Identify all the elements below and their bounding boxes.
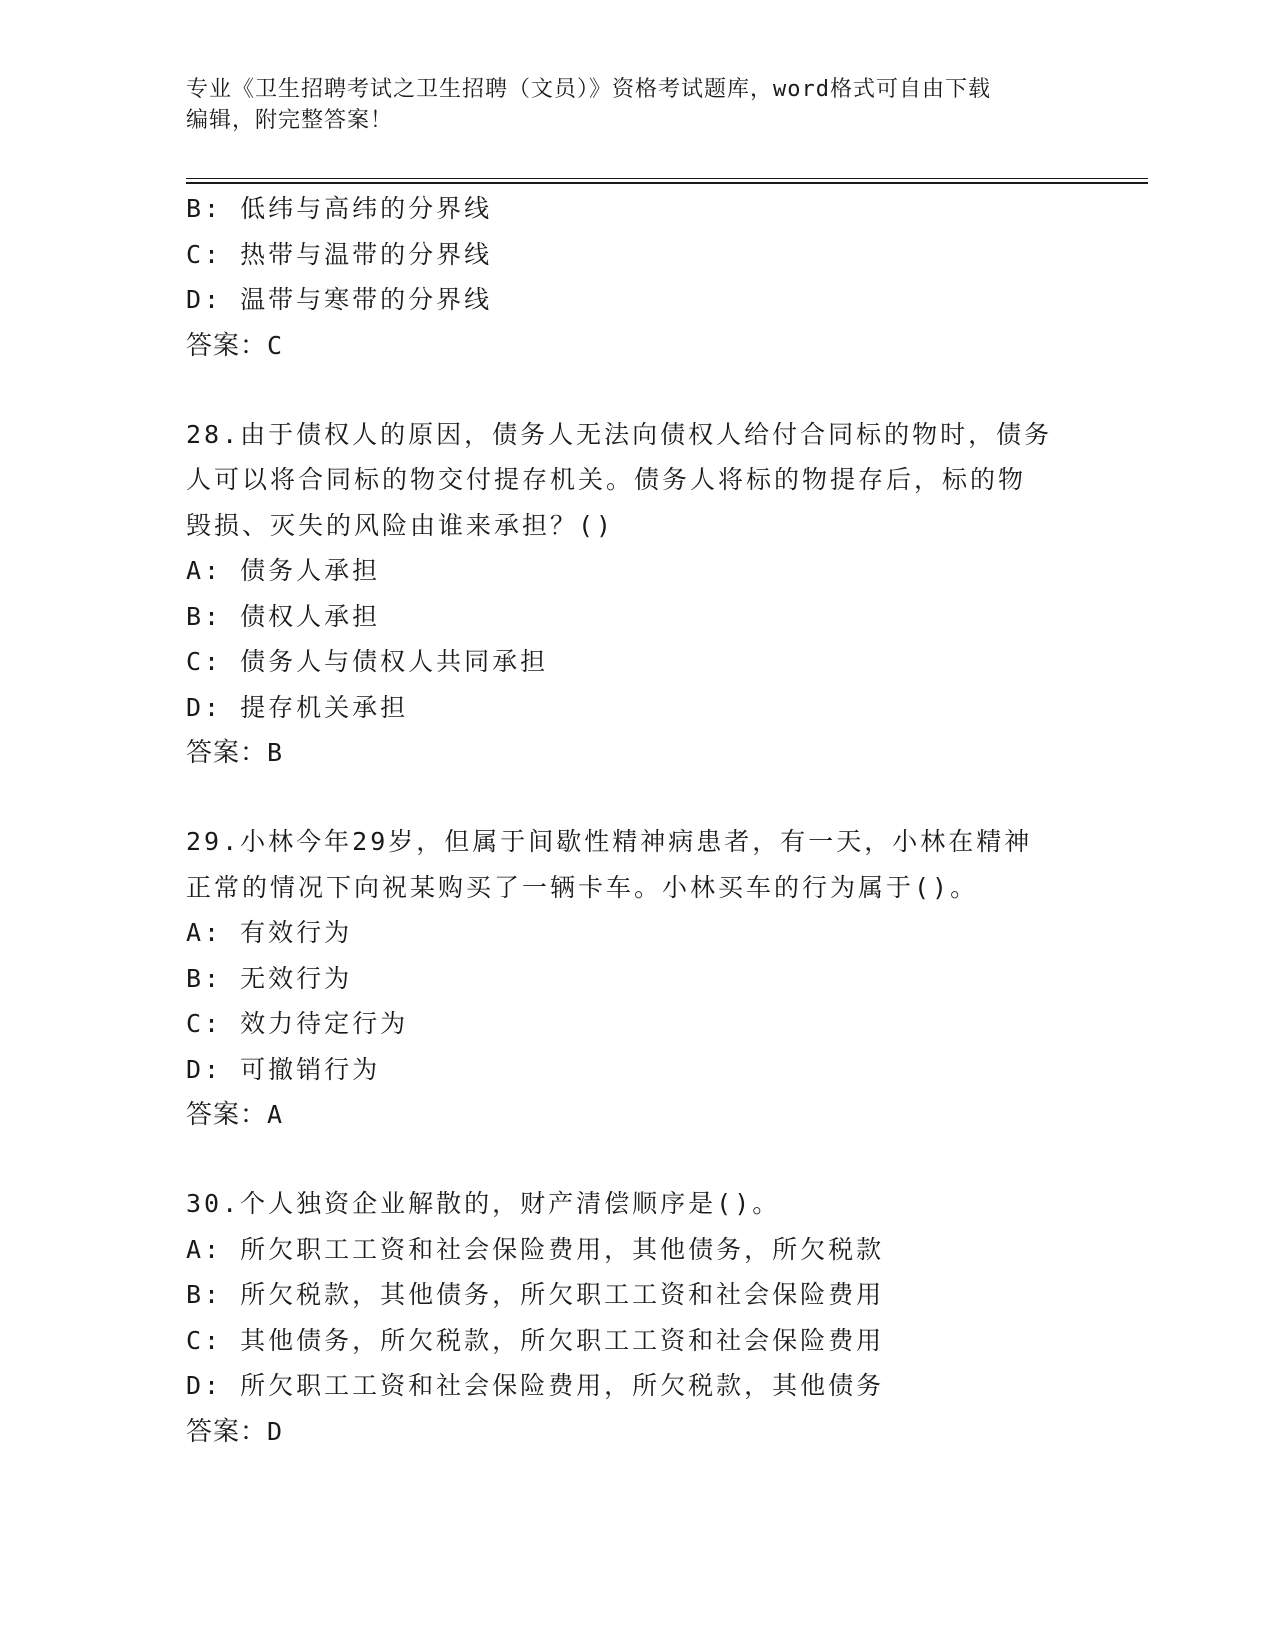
answer-key: A [267,1100,284,1129]
question-stem-line: 30.个人独资企业解散的，财产清偿顺序是()。 [186,1189,781,1218]
option-c: C: 效力待定行为 [186,1009,409,1038]
option-a: A: 债务人承担 [186,556,381,585]
question-spacer [186,1138,1148,1181]
answer-key: D [267,1416,284,1446]
option-a: A: 有效行为 [186,918,353,947]
question-spacer [186,369,1148,412]
option-c: C: 其他债务，所欠税款，所欠职工工资和社会保险费用 [186,1325,885,1355]
option-c: C: 热带与温带的分界线 [186,239,493,269]
answer-label: 答案： [186,330,268,361]
question-stem-line: 29.小林今年29岁，但属于间歇性精神病患者，有一天，小林在精神 [186,827,1033,856]
option-b: B: 无效行为 [186,963,353,993]
answer-key: C [267,330,284,360]
option-d: D: 所欠职工工资和社会保险费用，所欠税款，其他债务 [186,1371,885,1400]
question-stem-line: 毁损、灭失的风险由谁来承担？() [186,510,615,540]
question-stem-line: 正常的情况下向祝某购买了一辆卡车。小林买车的行为属于()。 [186,872,979,902]
option-b: B: 债权人承担 [186,601,381,631]
option-d: D: 可撤销行为 [186,1054,381,1084]
header-line-2: 编辑，附完整答案！ [186,108,394,133]
answer-key: B [267,738,284,767]
answer-line [186,730,1148,776]
question-27-continuation [186,186,1148,369]
answer-line [186,1409,1148,1455]
option-b: B: 所欠税款，其他债务，所欠职工工资和社会保险费用 [186,1280,885,1309]
question-29 [186,819,1148,1138]
option-c: C: 债务人与债权人共同承担 [186,647,549,676]
option-d: D: 温带与寒带的分界线 [186,285,493,314]
question-stem-line: 人可以将合同标的物交付提存机关。债务人将标的物提存后，标的物 [186,465,1027,494]
answer-line [186,323,1148,369]
header-divider-thin [186,178,1148,179]
option-a: A: 所欠职工工资和社会保险费用，其他债务，所欠税款 [186,1234,885,1264]
question-stem-line: 28.由于债权人的原因，债务人无法向债权人给付合同标的物时，债务 [186,419,1053,449]
answer-label: 答案： [186,1416,268,1447]
answer-line [186,1092,1148,1138]
question-28 [186,412,1148,777]
option-b: B: 低纬与高纬的分界线 [186,194,493,223]
question-content [186,186,1148,1455]
question-30 [186,1181,1148,1455]
answer-label: 答案： [186,738,268,768]
answer-label: 答案： [186,1100,268,1130]
question-spacer [186,776,1148,819]
header-divider-thick [186,182,1148,184]
document-header [186,74,1086,136]
header-line-1: 专业《卫生招聘考试之卫生招聘（文员）》资格考试题库，word格式可自由下载 [186,77,991,102]
option-d: D: 提存机关承担 [186,692,409,722]
